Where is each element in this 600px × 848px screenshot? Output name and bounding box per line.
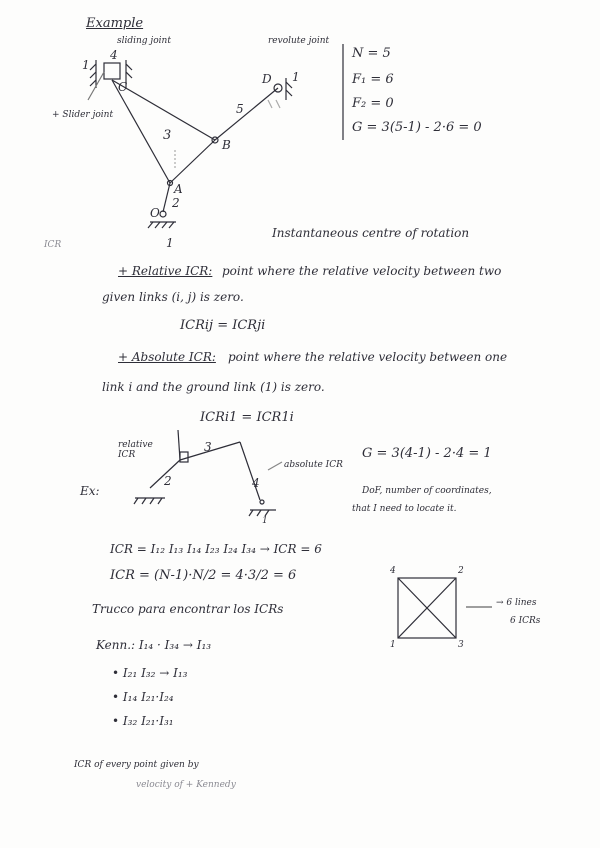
fig2-note-1: DoF, number of coordinates, (362, 486, 492, 496)
link-3-left (112, 80, 170, 183)
square-note-1: → 6 lines (496, 598, 537, 608)
page-title: Example (86, 16, 144, 31)
footer-note-1: ICR of every point given by (74, 760, 199, 770)
square-label-1: 1 (390, 640, 396, 650)
kennedy-line-1: Kenn.: I₁₄ · I₃₄ → I₁₃ (96, 638, 212, 652)
equation-n: N = 5 (352, 46, 391, 61)
absolute-icr-equation: ICRi1 = ICR1i (200, 410, 294, 425)
square-label-3: 3 (458, 640, 464, 650)
label-point-b: B (222, 138, 231, 152)
label-link-1b: 1 (292, 70, 300, 84)
label-point-d: D (262, 72, 272, 86)
trick-heading: Trucco para encontrar los ICRs (92, 602, 284, 616)
fig2-ex-label: Ex: (80, 484, 100, 498)
link-2 (163, 183, 170, 212)
kennedy-line-4: • I₃₂ I₂₁·I₃₁ (112, 714, 174, 728)
square-label-4: 4 (390, 566, 396, 576)
kennedy-line-3: • I₁₄ I₂₁·I₂₄ (112, 690, 174, 704)
square-label-2: 2 (458, 566, 464, 576)
label-point-a: A (174, 182, 183, 196)
equation-f2: F₂ = 0 (352, 96, 394, 111)
label-link-3: 3 (163, 128, 172, 143)
label-link-4: 4 (110, 48, 118, 62)
absolute-icr-heading: + Absolute ICR: (118, 350, 216, 364)
label-link-1a: 1 (82, 58, 90, 72)
fig2-absolute-label: absolute ICR (284, 460, 343, 470)
square-note-2: 6 ICRs (510, 616, 541, 626)
label-slider-joint: sliding joint (117, 36, 171, 46)
fig2-label-2: 2 (164, 474, 172, 488)
footer-note-2: velocity of + Kennedy (136, 780, 236, 790)
fig2-relative-label: relative ICR (118, 440, 153, 460)
fig2-slider (180, 452, 188, 462)
fig2-label-3: 3 (204, 440, 212, 454)
section-icr-title: Instantaneous centre of rotation (272, 226, 470, 240)
fig2-link-4 (240, 442, 260, 500)
kennedy-line-2: • I₂₁ I₃₂ → I₁₃ (112, 666, 188, 680)
link-3-right (170, 140, 215, 183)
label-revolute-joint: revolute joint (268, 36, 330, 46)
icr-margin-note: ICR (44, 240, 62, 250)
relative-icr-equation: ICRij = ICRji (180, 318, 266, 333)
fig2-label-1: 1 (262, 516, 268, 526)
label-fixed-slider-joint: + Slider joint (52, 110, 114, 120)
fig2-equation: G = 3(4-1) - 2·4 = 1 (362, 446, 492, 461)
link-5 (215, 88, 278, 140)
icr-formula: ICR = (N-1)·N/2 = 4·3/2 = 6 (110, 568, 297, 583)
relative-icr-text-2: given links (i, j) is zero. (102, 290, 244, 304)
label-link-5: 5 (236, 102, 244, 116)
absolute-icr-text-2: link i and the ground link (1) is zero. (102, 380, 325, 394)
equation-g: G = 3(5-1) - 2·6 = 0 (352, 120, 482, 135)
label-point-o: O (150, 206, 160, 220)
equation-f1: F₁ = 6 (352, 72, 394, 87)
fig2-label-4: 4 (252, 476, 260, 490)
label-point-c: C (118, 80, 128, 94)
icr-list: ICR = I₁₂ I₁₃ I₁₄ I₂₃ I₂₄ I₃₄ → ICR = 6 (110, 542, 322, 556)
slider-block-c (104, 63, 120, 79)
fig2-note-2: that I need to locate it. (352, 504, 457, 514)
relative-icr-heading: + Relative ICR: (118, 264, 213, 278)
label-link-2: 2 (172, 196, 180, 210)
relative-icr-text-1: point where the relative velocity between two (222, 264, 502, 278)
absolute-icr-text-1: point where the relative velocity between one (228, 350, 508, 364)
label-link-1c: 1 (166, 236, 174, 250)
